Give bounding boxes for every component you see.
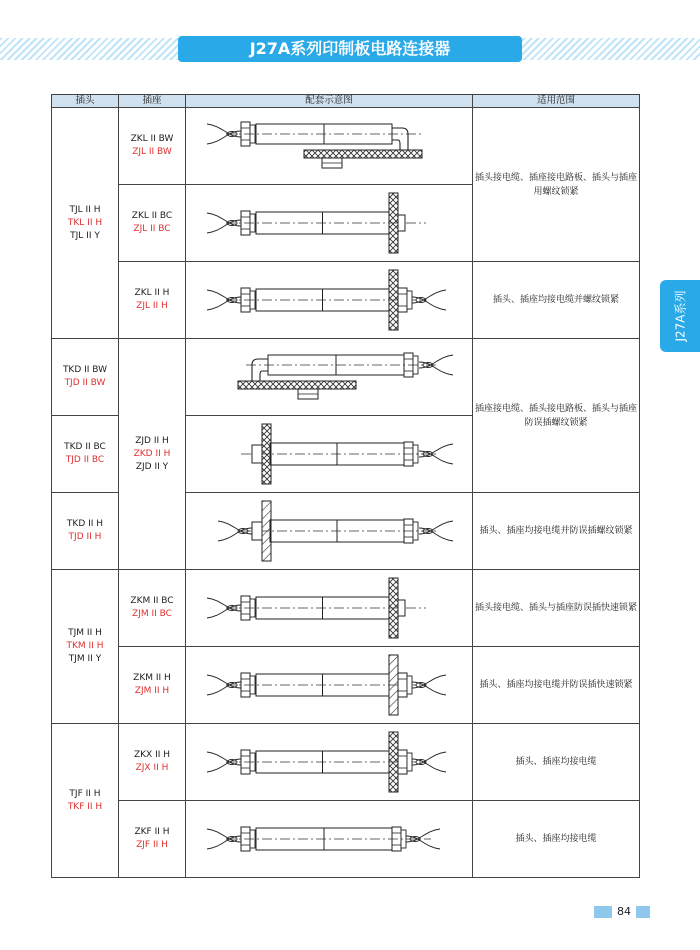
cable-wire bbox=[412, 759, 446, 772]
nut-shoulder bbox=[407, 291, 412, 309]
socket-code: ZKX II H bbox=[133, 750, 171, 760]
socket-code: ZJX II H bbox=[135, 763, 169, 773]
table-row bbox=[52, 262, 640, 339]
socket-code: ZKF II H bbox=[134, 827, 170, 837]
coupling-nut bbox=[398, 750, 407, 774]
socket-cell bbox=[119, 339, 186, 570]
cable-wire bbox=[207, 220, 241, 233]
cable-wire bbox=[207, 213, 241, 226]
cable-wire bbox=[207, 124, 241, 137]
cable-wire bbox=[207, 297, 241, 310]
plug-code: TKD II H bbox=[66, 519, 104, 529]
socket-code: ZKM II H bbox=[133, 673, 171, 683]
plug-code: TJL II H bbox=[69, 204, 101, 215]
header-usage: 适用范围 bbox=[473, 95, 640, 108]
connector-diagram bbox=[186, 185, 471, 261]
socket-cell bbox=[119, 647, 186, 724]
connector-diagram bbox=[186, 108, 471, 184]
cable-wire bbox=[207, 829, 241, 842]
cable-wire bbox=[412, 682, 446, 695]
cable-wire bbox=[406, 829, 440, 842]
diagram-cell bbox=[186, 262, 473, 339]
plug-code: TJM II H bbox=[68, 628, 102, 638]
diagram-cell bbox=[186, 647, 473, 724]
table-row bbox=[52, 724, 640, 801]
usage-cell: 插头、插座均接电缆 bbox=[473, 801, 640, 878]
plug-code: TJM II Y bbox=[68, 654, 102, 664]
socket-code: ZKL II BW bbox=[130, 134, 174, 144]
mounting-panel bbox=[262, 501, 271, 561]
cable-wire bbox=[207, 682, 241, 695]
lock-nut bbox=[252, 522, 262, 540]
socket-code: ZKL II H bbox=[134, 288, 170, 298]
connector-diagram bbox=[186, 570, 471, 646]
connector-diagram bbox=[186, 339, 471, 415]
usage-cell: 插头、插座均接电缆 bbox=[473, 724, 640, 801]
plug-code: TKD II BW bbox=[62, 365, 108, 375]
mounting-panel bbox=[389, 270, 398, 330]
cable-wire bbox=[419, 451, 453, 464]
connector-diagram bbox=[186, 724, 471, 800]
diagram-cell bbox=[186, 108, 473, 185]
plug-code: TJD II BC bbox=[65, 455, 105, 465]
cable-wire bbox=[207, 598, 241, 611]
cable-wire bbox=[419, 362, 453, 375]
connector-table bbox=[51, 94, 640, 878]
right-angle-pin bbox=[260, 371, 268, 381]
connector-diagram bbox=[186, 416, 471, 492]
socket-code: ZKM II BC bbox=[130, 596, 174, 606]
socket-code: ZJL II BW bbox=[132, 147, 172, 157]
cable-wire bbox=[207, 675, 241, 688]
connector-diagram bbox=[186, 262, 471, 338]
header-socket: 插座 bbox=[119, 95, 186, 108]
plug-code: TJD II BW bbox=[64, 378, 106, 388]
plug-cell bbox=[52, 570, 119, 724]
header-diagram: 配套示意图 bbox=[186, 95, 473, 108]
socket-cell bbox=[119, 570, 186, 647]
usage-cell: 插头、插座均接电缆并防误插快速锁紧 bbox=[473, 647, 640, 724]
mounting-panel bbox=[389, 193, 398, 253]
socket-code: ZKL II BC bbox=[131, 211, 173, 221]
cable-wire bbox=[419, 521, 453, 534]
socket-cell bbox=[119, 108, 186, 185]
diagram-cell bbox=[186, 416, 473, 493]
socket-code: ZJM II BC bbox=[132, 609, 172, 619]
cable-wire bbox=[419, 528, 453, 541]
plug-code: TKM II H bbox=[66, 641, 104, 651]
table-row bbox=[52, 570, 640, 647]
cable-wire bbox=[207, 759, 241, 772]
circuit-board bbox=[304, 150, 422, 158]
table-header-row bbox=[52, 95, 640, 108]
circuit-board bbox=[238, 381, 356, 389]
socket-code: ZKD II H bbox=[133, 448, 171, 459]
socket-cell bbox=[119, 724, 186, 801]
plug-cell bbox=[52, 724, 119, 878]
cable-wire bbox=[207, 290, 241, 303]
plug-code: TJF II H bbox=[69, 788, 101, 799]
usage-cell: 插头、插座均接电缆并防误插螺纹锁紧 bbox=[473, 493, 640, 570]
socket-code: ZJL II H bbox=[136, 301, 168, 311]
plug-code: TJL II Y bbox=[70, 230, 100, 241]
cable-wire bbox=[419, 444, 453, 457]
cable-wire bbox=[207, 131, 241, 144]
mounting-panel bbox=[262, 424, 271, 484]
plug-cell bbox=[52, 108, 119, 339]
cable-wire bbox=[412, 675, 446, 688]
table-row bbox=[52, 801, 640, 878]
page-number-bar-left bbox=[594, 906, 612, 918]
plug-cell bbox=[52, 339, 119, 416]
cable-wire bbox=[207, 752, 241, 765]
page-title: J27A系列印制板电路连接器 bbox=[178, 36, 522, 62]
table-row bbox=[52, 647, 640, 724]
plug-code: TJD II H bbox=[68, 532, 102, 542]
socket-code: ZJD II Y bbox=[135, 461, 169, 472]
cable-wire bbox=[406, 836, 440, 849]
diagram-cell bbox=[186, 801, 473, 878]
mounting-panel bbox=[389, 732, 398, 792]
coupling-nut bbox=[398, 673, 407, 697]
lock-nut bbox=[398, 215, 405, 231]
plug-code: TKL II H bbox=[67, 217, 103, 228]
socket-cell bbox=[119, 185, 186, 262]
cable-wire bbox=[207, 836, 241, 849]
plug-code: TKD II BC bbox=[64, 442, 106, 452]
diagram-cell bbox=[186, 570, 473, 647]
socket-code: ZJD II H bbox=[135, 435, 169, 446]
socket-cell bbox=[119, 801, 186, 878]
socket-cell bbox=[119, 262, 186, 339]
diagram-cell bbox=[186, 185, 473, 262]
lock-nut bbox=[398, 600, 405, 616]
cable-wire bbox=[218, 528, 252, 541]
socket-code: ZJM II H bbox=[134, 686, 170, 696]
table-row bbox=[52, 108, 640, 185]
plug-cell bbox=[52, 493, 119, 570]
table-row bbox=[52, 339, 640, 416]
cable-wire bbox=[412, 290, 446, 303]
socket-code: ZJF II H bbox=[136, 840, 168, 850]
mounting-panel bbox=[389, 655, 398, 715]
diagram-cell bbox=[186, 493, 473, 570]
plug-code: TKF II H bbox=[67, 801, 103, 812]
usage-cell: 插头接电缆、插头与插座防误插快速锁紧 bbox=[473, 570, 640, 647]
nut-shoulder bbox=[407, 753, 412, 771]
header-plug: 插头 bbox=[52, 95, 119, 108]
usage-cell: 插头接电缆、插座接电路板、插头与插座用螺纹锁紧 bbox=[473, 108, 640, 262]
cable-wire bbox=[412, 752, 446, 765]
page-number-bar-right bbox=[636, 906, 650, 918]
coupling-nut bbox=[398, 288, 407, 312]
usage-cell: 插座接电缆、插头接电路板、插头与插座防误插螺纹锁紧 bbox=[473, 339, 640, 493]
connector-diagram bbox=[186, 801, 471, 877]
lock-nut bbox=[252, 445, 262, 463]
page-number: 84 bbox=[617, 905, 631, 918]
cable-wire bbox=[419, 355, 453, 368]
nut-shoulder bbox=[407, 676, 412, 694]
cable-wire bbox=[218, 521, 252, 534]
side-tab-label: J27A系列 bbox=[673, 290, 688, 342]
page-number-box bbox=[594, 904, 650, 918]
usage-cell: 插头、插座均接电缆并螺纹锁紧 bbox=[473, 262, 640, 339]
socket-code: ZJL II BC bbox=[133, 224, 171, 234]
diagram-cell bbox=[186, 724, 473, 801]
right-angle-pin bbox=[392, 140, 400, 150]
diagram-cell bbox=[186, 339, 473, 416]
connector-diagram bbox=[186, 647, 471, 723]
cable-wire bbox=[207, 605, 241, 618]
connector-diagram bbox=[186, 493, 471, 569]
cable-wire bbox=[412, 297, 446, 310]
mounting-panel bbox=[389, 578, 398, 638]
plug-cell bbox=[52, 416, 119, 493]
side-tab[interactable] bbox=[660, 280, 700, 352]
